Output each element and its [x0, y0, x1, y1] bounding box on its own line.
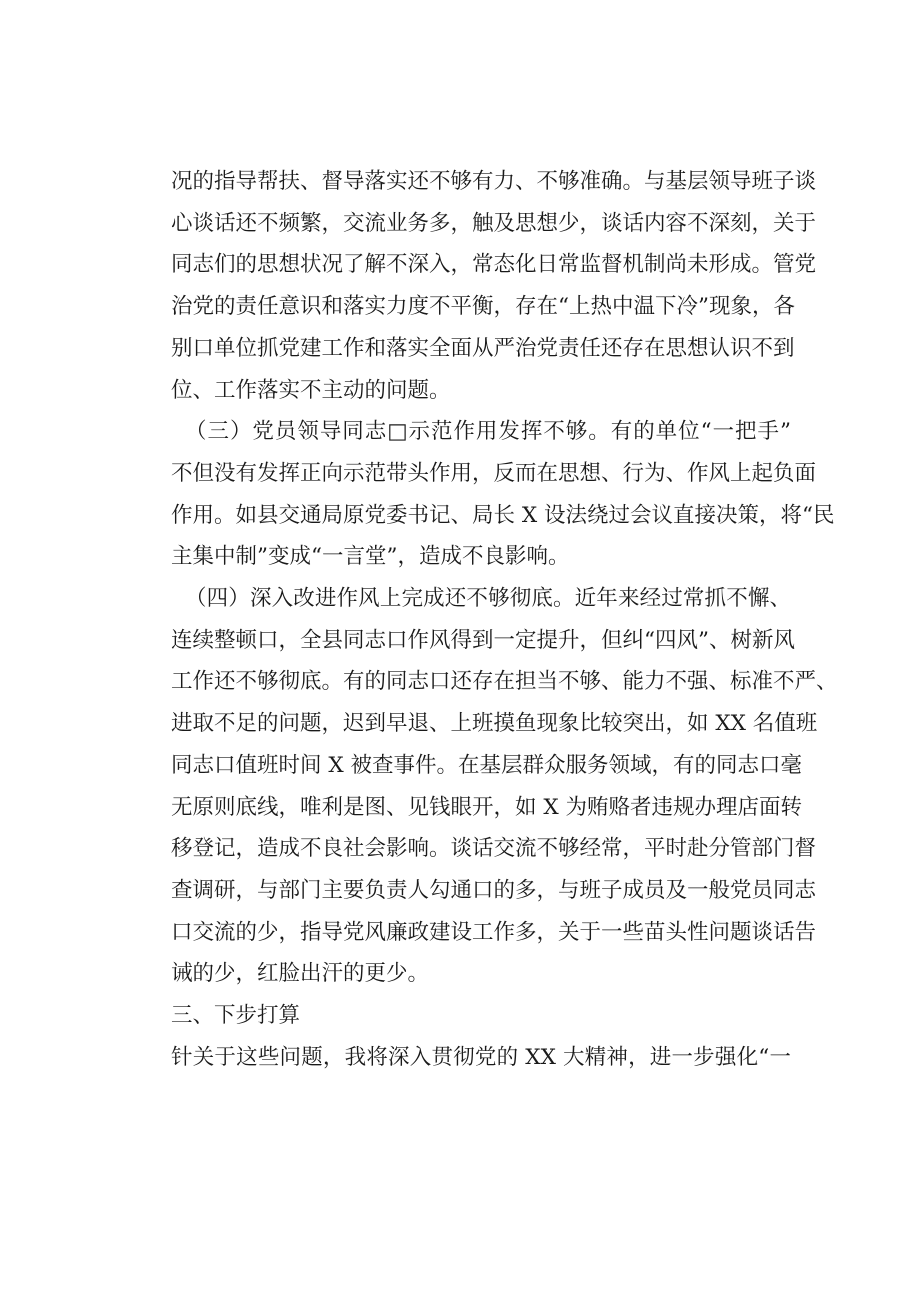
text-line: 主集中制”变成“一言堂”，造成不良影响。: [171, 544, 570, 570]
text-line: 作用。如县交通局原党委书记、局长 X 设法绕过会议直接决策，将“民: [171, 502, 835, 528]
paragraph-next-steps: [171, 1037, 791, 1079]
document-body: [171, 161, 838, 1078]
text-line: 不但没有发挥正向示范带头作用，反而在思想、行为、作风上起负面: [171, 460, 817, 486]
text-line: 位、工作落实不主动的问题。: [171, 377, 451, 403]
text-line: 工作还不够彻底。有的同志口还存在担当不够、能力不强、标准不严、: [171, 669, 838, 695]
paragraph-exemplary-role: [171, 411, 835, 578]
text-line: 移登记，造成不良社会影响。谈话交流不够经常，平时赴分管部门督: [171, 836, 817, 862]
paragraph-work-style: [171, 578, 838, 995]
text-line: 查调研，与部门主要负责人勾通口的多，与班子成员及一般党员同志: [171, 877, 817, 903]
text-line: 别口单位抓党建工作和落实全面从严治党责任还存在思想认识不到: [171, 335, 795, 361]
text-line: 同志们的思想状况了解不深入，常态化日常监督机制尚未形成。管党: [171, 252, 817, 278]
section-heading: 三、下步打算: [171, 1003, 301, 1029]
text-line: 同志口值班时间 X 被查事件。在基层群众服务领域，有的同志口毫: [171, 752, 802, 778]
text-line: （四）深入改进作风上完成还不够彻底。近年来经过常抓不懈、: [185, 586, 791, 612]
text-line: 诫的少，红脸出汗的更少。: [171, 961, 430, 987]
paragraph-leadership-supervision: [171, 161, 817, 411]
text-line: 治党的责任意识和落实力度不平衡，存在“上热中温下冷”现象，各: [171, 294, 795, 320]
text-line: 无原则底线，唯利是图、见钱眼开，如 X 为贿赂者违规办理店面转: [171, 794, 802, 820]
text-line: 心谈话还不频繁，交流业务多，触及思想少，谈话内容不深刻，关于: [171, 210, 817, 236]
text-line: 连续整顿口，全县同志口作风得到一定提升，但纠“四风”、树新风: [171, 627, 795, 653]
text-line: 针关于这些问题，我将深入贯彻党的 XX 大精神，进一步强化“一: [171, 1044, 791, 1070]
text-line: 口交流的少，指导党风廉政建设工作多，关于一些苗头性问题谈话告: [171, 919, 817, 945]
text-line: 进取不足的问题，迟到早退、上班摸鱼现象比较突出，如 XX 名值班: [171, 711, 818, 737]
text-line: （三）党员领导同志□示范作用发挥不够。有的单位“一把手”: [185, 419, 791, 445]
text-line: 况的指导帮扶、督导落实还不够有力、不够准确。与基层领导班子谈: [171, 169, 817, 194]
